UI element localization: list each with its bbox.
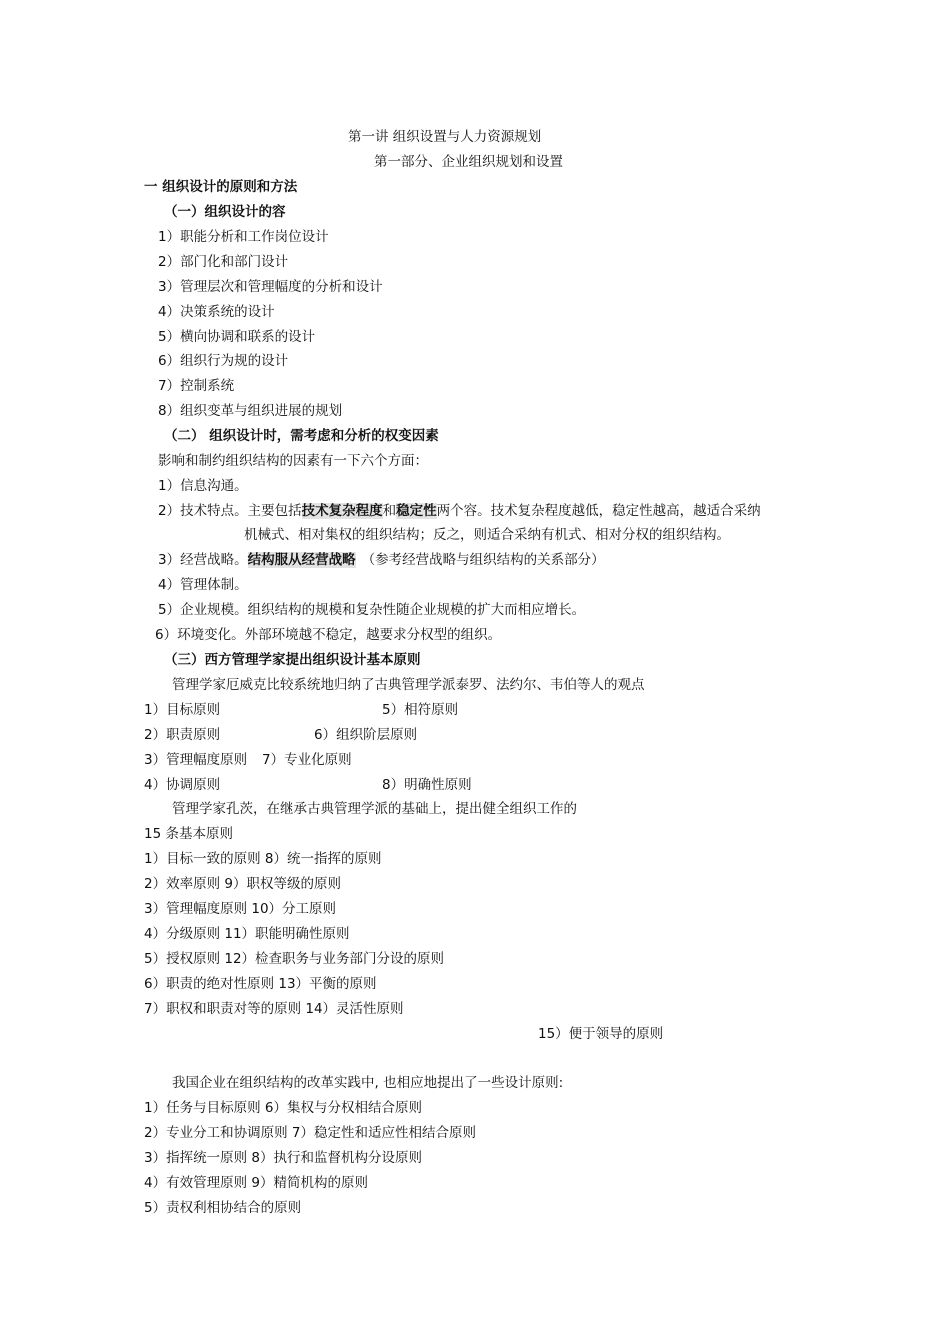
principle-item: 1）目标原则	[144, 702, 221, 718]
factor-text: 3）经营战略。	[158, 552, 248, 568]
subsection-heading-3: （三）西方管理学家提出组织设计基本原则	[164, 652, 421, 668]
factor-continuation: 机械式、相对集权的组织结构；反之，则适合采纳有机式、相对分权的组织结构。	[244, 527, 730, 543]
factor-item: 5）企业规模。组织结构的规模和复杂性随企业规模的扩大而相应增长。	[158, 602, 586, 618]
principle-item: 5）责权利相协结合的原则	[144, 1200, 302, 1216]
lecture-title: 第一讲 组织设置与人力资源规划	[348, 129, 542, 145]
factor-item: 6）环境变化。外部环境越不稳定，越要求分权型的组织。	[155, 627, 502, 643]
factor-text: 两个容。技术复杂程度越低，稳定性越高，越适合采纳	[436, 503, 761, 519]
factor-text: 2）技术特点。主要包括	[158, 503, 302, 519]
highlight-term: 技术复杂程度	[301, 503, 383, 519]
list-item: 6）组织行为规的设计	[158, 353, 289, 369]
list-item: 4）决策系统的设计	[158, 304, 275, 320]
factor-item: 1）信息沟通。	[158, 478, 248, 494]
list-item: 3）管理层次和管理幅度的分析和设计	[158, 279, 383, 295]
principle-item: 3）管理幅度原则	[144, 752, 248, 768]
principle-item: 7）职权和职责对等的原则 14）灵活性原则	[144, 1001, 404, 1017]
china-intro: 我国企业在组织结构的改革实践中, 也相应地提出了一些设计原则:	[172, 1075, 564, 1091]
principle-item: 6）职责的绝对性原则 13）平衡的原则	[144, 976, 377, 992]
principle-item: 4）协调原则	[144, 777, 221, 793]
section-heading: 一 组织设计的原则和方法	[144, 179, 298, 195]
principle-item: 1）目标一致的原则 8）统一指挥的原则	[144, 851, 382, 867]
part-title: 第一部分、企业组织规划和设置	[374, 154, 563, 170]
principle-item: 2）效率原则 9）职权等级的原则	[144, 876, 341, 892]
principle-item: 2）职责原则	[144, 727, 221, 743]
principle-item: 3）管理幅度原则 10）分工原则	[144, 901, 337, 917]
highlight-term: 稳定性	[396, 503, 437, 519]
highlight-term: 结构服从经营战略	[247, 552, 356, 568]
principle-item: 5）相符原则	[382, 702, 459, 718]
principle-item: 15）便于领导的原则	[538, 1026, 664, 1042]
list-item: 1）职能分析和工作岗位设计	[158, 229, 329, 245]
factor-text: （参考经营战略与组织结构的关系部分）	[361, 552, 605, 568]
principle-item: 2）专业分工和协调原则 7）稳定性和适应性相结合原则	[144, 1125, 476, 1141]
factors-intro: 影响和制约组织结构的因素有一下六个方面：	[158, 453, 428, 469]
list-item: 8）组织变革与组织进展的规划	[158, 403, 343, 419]
principle-item: 7）专业化原则	[262, 752, 352, 768]
principle-item: 4）有效管理原则 9）精简机构的原则	[144, 1175, 368, 1191]
principle-item: 5）授权原则 12）检查职务与业务部门分设的原则	[144, 951, 445, 967]
principle-item: 8）明确性原则	[382, 777, 472, 793]
factor-item-strategy	[158, 550, 605, 570]
koontz-intro: 管理学家孔茨，在继承古典管理学派的基础上，提出健全组织工作的	[172, 801, 577, 817]
subsection-heading-1: （一）组织设计的容	[164, 204, 286, 220]
principle-item: 1）任务与目标原则 6）集权与分权相结合原则	[144, 1100, 422, 1116]
factor-item: 4）管理体制。	[158, 577, 248, 593]
factor-item-technology	[158, 501, 761, 521]
list-item: 2）部门化和部门设计	[158, 254, 289, 270]
subsection-heading-2: （二） 组织设计时，需考虑和分析的权变因素	[164, 428, 439, 444]
factor-text: 和	[382, 503, 397, 519]
urwick-intro: 管理学家厄威克比较系统地归纳了古典管理学派泰罗、法约尔、韦伯等人的观点	[172, 677, 645, 693]
list-item: 5）横向协调和联系的设计	[158, 329, 316, 345]
koontz-intro-cont: 15 条基本原则	[144, 826, 233, 842]
principle-item: 3）指挥统一原则 8）执行和监督机构分设原则	[144, 1150, 422, 1166]
principle-item: 6）组织阶层原则	[314, 727, 418, 743]
list-item: 7）控制系统	[158, 378, 235, 394]
principle-item: 4）分级原则 11）职能明确性原则	[144, 926, 350, 942]
